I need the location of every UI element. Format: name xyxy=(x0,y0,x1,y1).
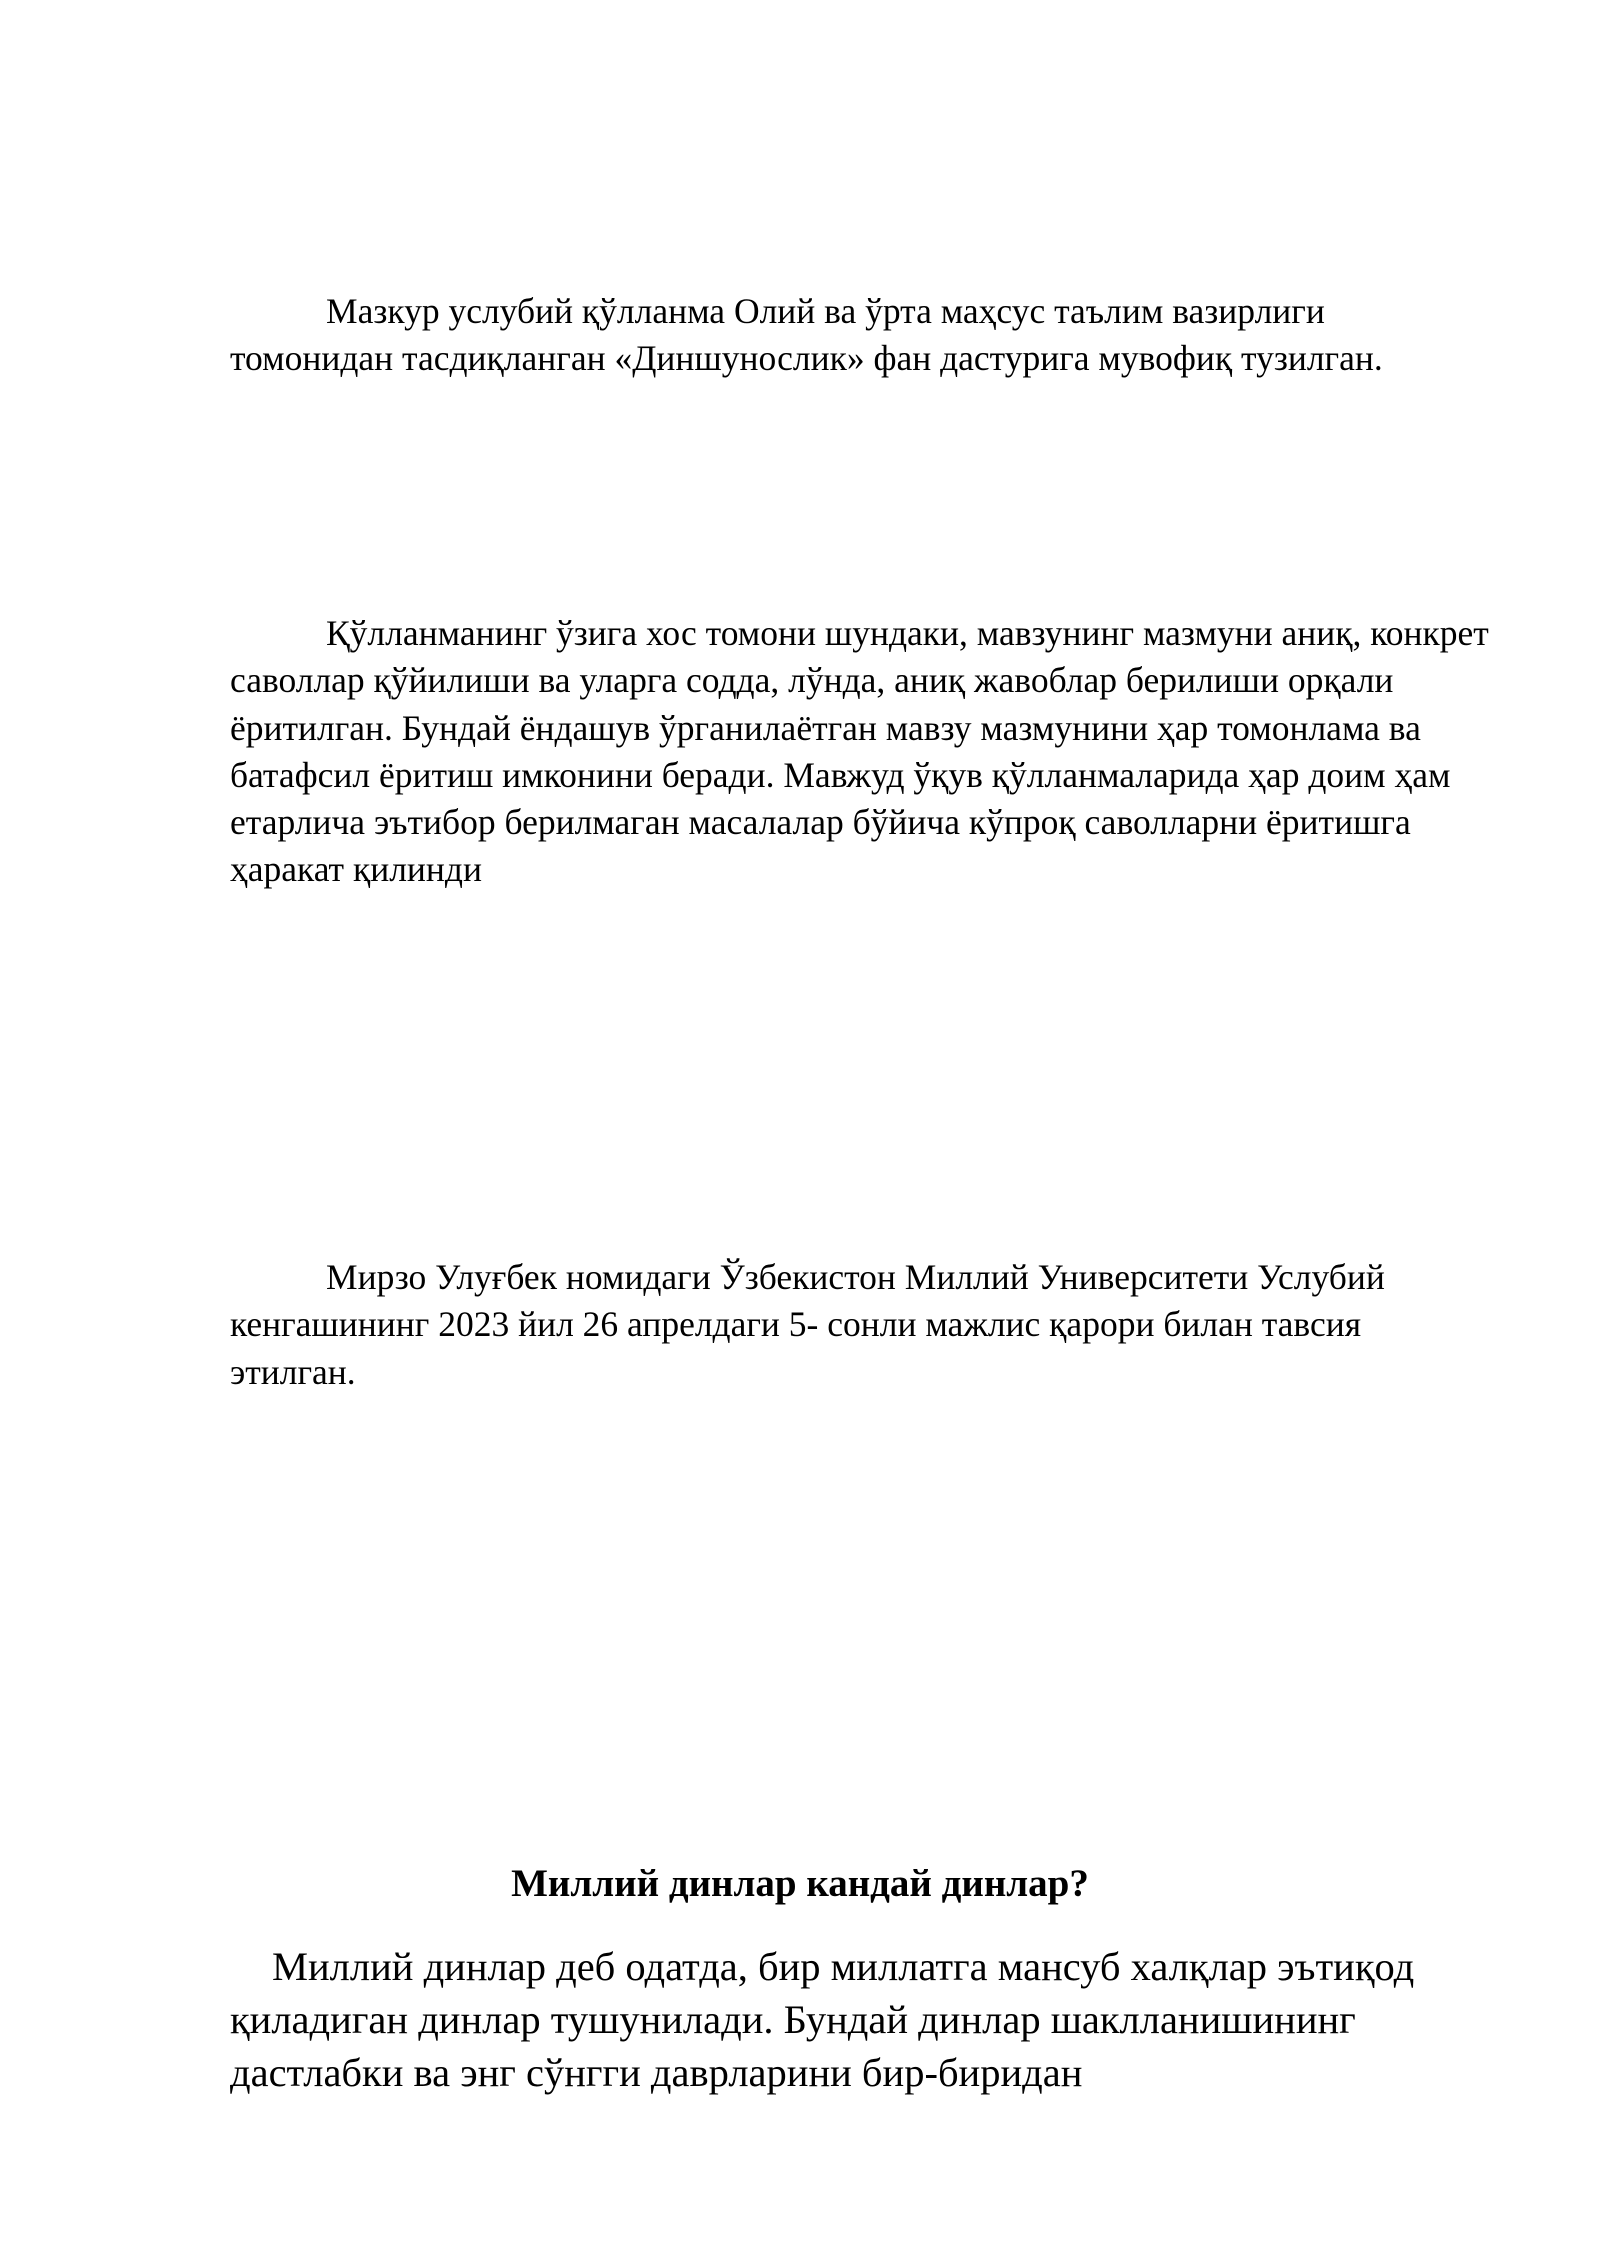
section-heading: Миллий динлар кандай динлар? xyxy=(511,1862,1089,1905)
section-body-paragraph: Миллий динлар деб одатда, бир миллатга мансуб халқлар эътиқод қиладиган динлар тушунилади. Бундай динлар шаклланишининг дастлабки ва энг сўнгги даврларини бир-биридан xyxy=(230,1944,1415,2095)
approval-paragraph: Мазкур услубий қўлланма Олий ва ўрта маҳсус таълим вазирлиги томонидан тасдиқланган «Диншунослик» фан дастурига мувофиқ тузилган. xyxy=(230,291,1383,379)
council-recommendation-paragraph: Мирзо Улуғбек номидаги Ўзбекистон Миллий Университети Услубий кенгашининг 2023 йил 26 апрелдаги 5- сонли мажлис қарори билан тавсия этилган. xyxy=(230,1257,1385,1392)
manual-description-paragraph: Қўлланманинг ўзига хос томони шундаки, мавзунинг мазмуни аниқ, конкрет саволлар қўйилиши ва уларга содда, лўнда, аниқ жавоблар берилиши орқали ёритилган. Бундай ёндашув ўрганилаётган мавзу мазмунини ҳар томонлама ва батафсил ёритиш имконини беради. Мавжуд ўқув қўлланмаларида ҳар доим ҳам етарлича эътибор берилмаган масалалар бўйича кўпроқ саволларни ёритишга ҳаракат қилинди xyxy=(230,613,1489,890)
